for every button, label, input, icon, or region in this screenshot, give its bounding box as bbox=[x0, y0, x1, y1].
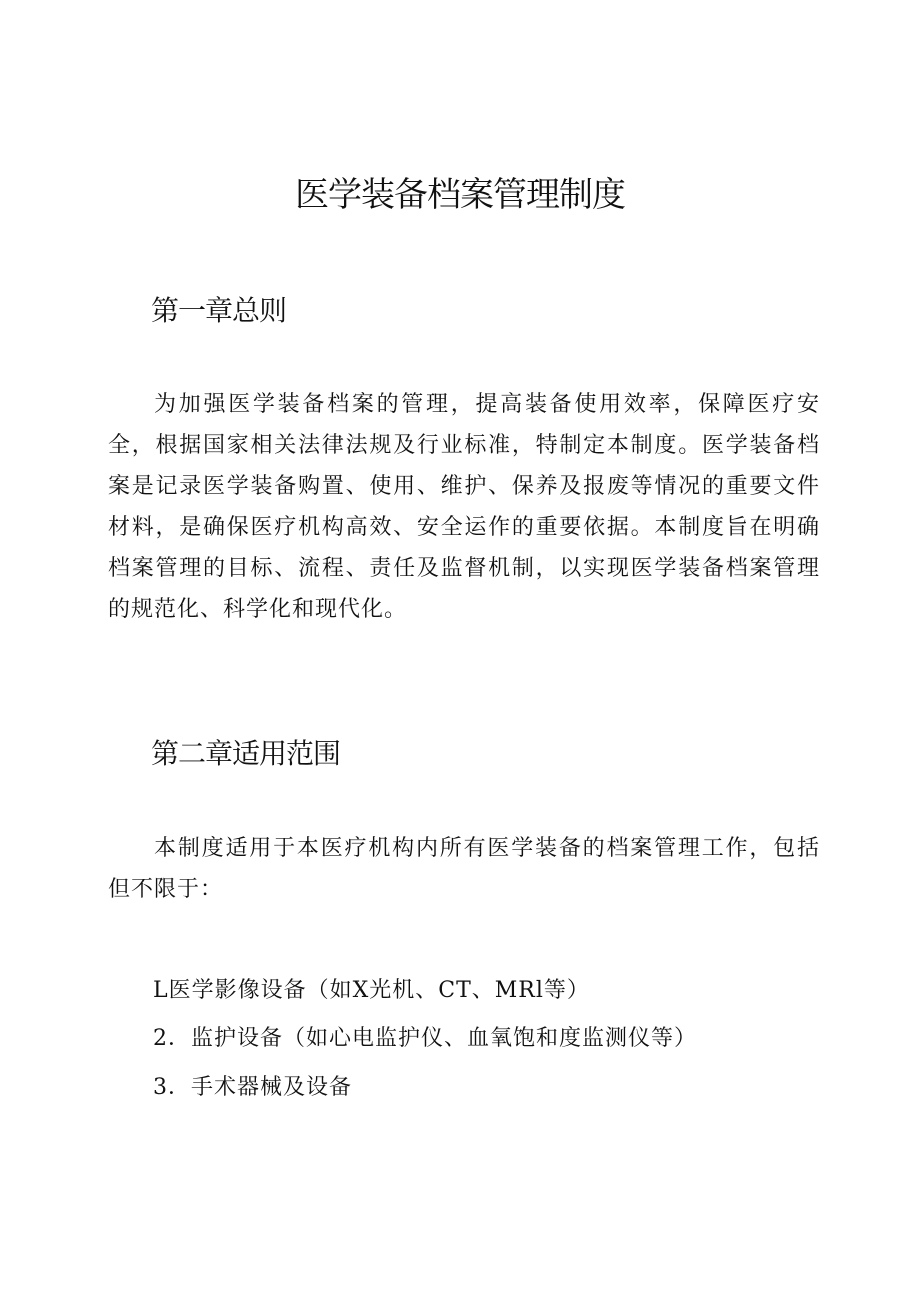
list-item: L医学影像设备（如X光机、CT、MRl等） bbox=[153, 978, 590, 1003]
chapter-2-heading: 第二章适用范围 bbox=[151, 737, 341, 770]
chapter-1-heading: 第一章总则 bbox=[151, 294, 287, 327]
chapter-1-paragraph: 为加强医学装备档案的管理，提高装备使用效率，保障医疗安全，根据国家相关法律法规及行业标准，特制定本制度。医学装备档案是记录医学装备购置、使用、维护、保养及报废等情况的重要文件材料，是确保医疗机构高效、安全运作的重要依据。本制度旨在明确档案管理的目标、流程、责任及监督机制，以实现医学装备档案管理的规范化、科学化和现代化。 bbox=[108, 392, 820, 622]
document-title: 医学装备档案管理制度 bbox=[295, 175, 625, 215]
chapter-2-paragraph: 本制度适用于本医疗机构内所有医学装备的档案管理工作，包括但不限于： bbox=[108, 836, 820, 902]
list-item: 3．手术器械及设备 bbox=[153, 1075, 352, 1100]
list-item: 2．监护设备（如心电监护仪、血氧饱和度监测仪等） bbox=[153, 1026, 697, 1051]
